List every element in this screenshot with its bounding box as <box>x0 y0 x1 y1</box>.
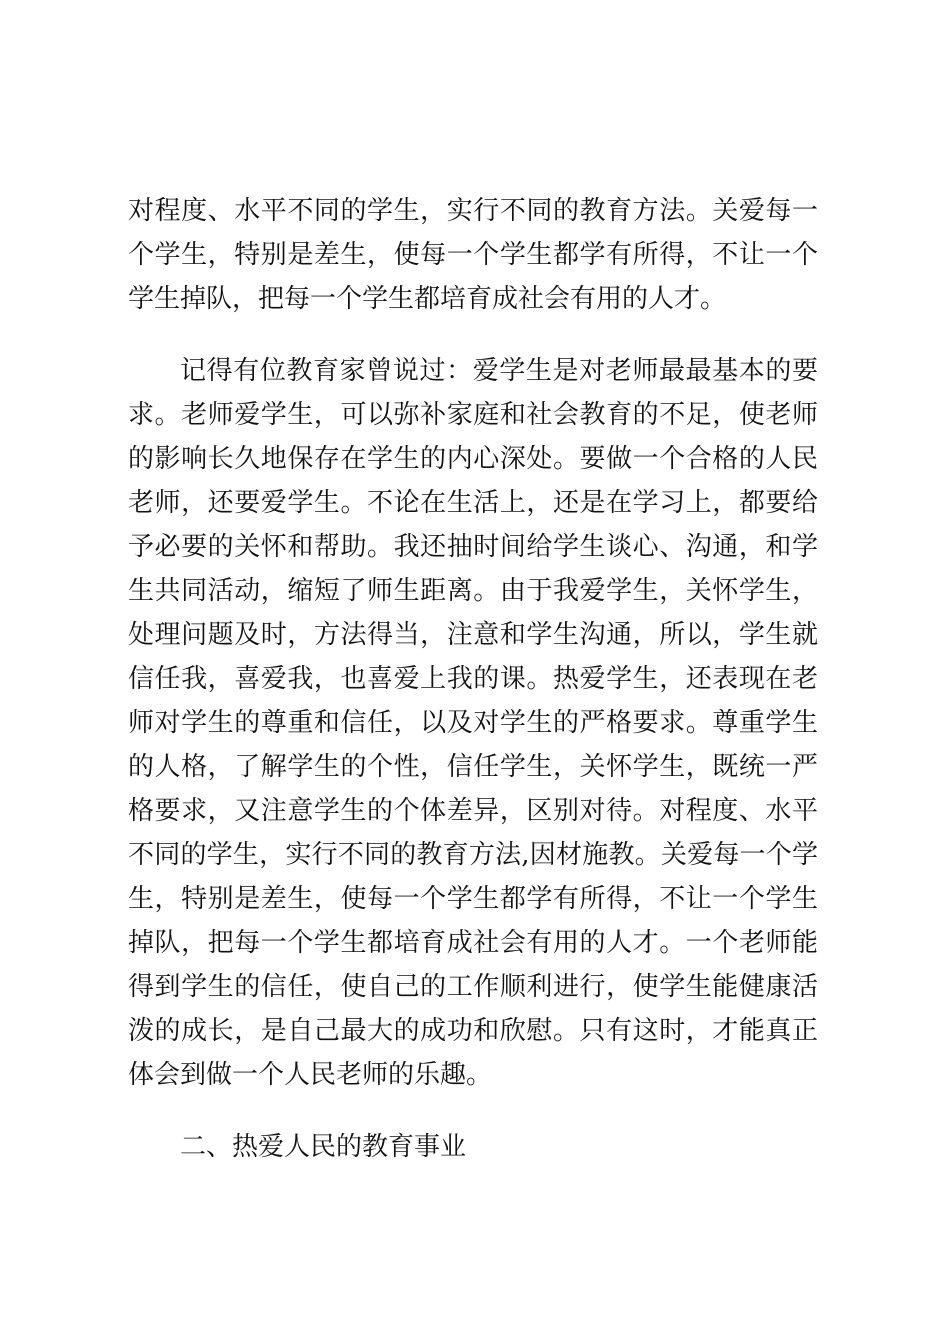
paragraph-2-line-17: 体会到做一个人民老师的乐趣。 <box>128 1060 493 1090</box>
paragraph-2-line-7: 处理问题及时，方法得当，注意和学生沟通，所以，学生就 <box>128 620 818 650</box>
section-heading: 二、热爱人民的教育事业 <box>180 1132 467 1162</box>
paragraph-2-line-4: 老师，还要爱学生。不论在生活上，还是在学习上，都要给 <box>128 488 818 518</box>
paragraph-2-line-14: 掉队，把每一个学生都培育成社会有用的人才。一个老师能 <box>128 928 818 958</box>
paragraph-1-line-2: 个学生，特别是差生，使每一个学生都学有所得，不让一个 <box>128 240 818 270</box>
paragraph-2-line-3: 的影响长久地保存在学生的内心深处。要做一个合格的人民 <box>128 444 818 474</box>
paragraph-2-line-11: 格要求，又注意学生的个体差异，区别对待。对程度、水平 <box>128 796 818 826</box>
paragraph-2-line-15: 得到学生的信任，使自己的工作顺利进行，使学生能健康活 <box>128 972 818 1002</box>
paragraph-2-line-2: 求。老师爱学生，可以弥补家庭和社会教育的不足，使老师 <box>128 400 818 430</box>
paragraph-2-line-1: 记得有位教育家曾说过：爱学生是对老师最最基本的要 <box>180 356 818 386</box>
paragraph-2-line-5: 予必要的关怀和帮助。我还抽时间给学生谈心、沟通，和学 <box>128 532 818 562</box>
paragraph-2-line-8: 信任我，喜爱我，也喜爱上我的课。热爱学生，还表现在老 <box>128 664 818 694</box>
paragraph-2-line-10: 的人格，了解学生的个性，信任学生，关怀学生，既统一严 <box>128 752 818 782</box>
paragraph-2-line-13: 生，特别是差生，使每一个学生都学有所得，不让一个学生 <box>128 884 818 914</box>
paragraph-2-line-12: 不同的学生，实行不同的教育方法,因材施教。关爱每一个学 <box>128 840 818 870</box>
paragraph-2-line-9: 师对学生的尊重和信任，以及对学生的严格要求。尊重学生 <box>128 708 818 738</box>
paragraph-1-line-3: 学生掉队，把每一个学生都培育成社会有用的人才。 <box>128 284 727 314</box>
paragraph-1-line-1: 对程度、水平不同的学生，实行不同的教育方法。关爱每一 <box>128 196 818 226</box>
paragraph-2-line-16: 泼的成长，是自己最大的成功和欣慰。只有这时，才能真正 <box>128 1016 818 1046</box>
paragraph-2-line-6: 生共同活动，缩短了师生距离。由于我爱学生，关怀学生， <box>128 576 818 606</box>
